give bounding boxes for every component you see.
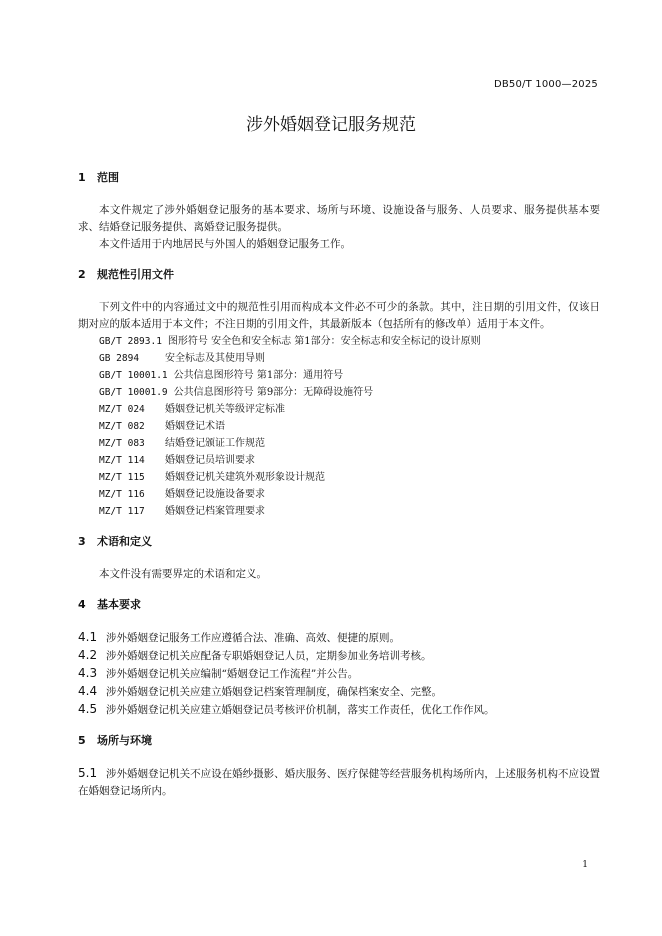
section-heading-basic-requirements (78, 597, 600, 613)
document-title: 涉外婚姻登记服务规范 (246, 115, 416, 135)
reference-item (78, 435, 600, 452)
reference-code: GB/T 10001.9 (99, 387, 168, 398)
clause (78, 683, 600, 701)
reference-code: GB/T 10001.1 (99, 370, 168, 381)
reference-list (78, 333, 600, 520)
clause-text: 涉外婚姻登记机关应建立婚姻登记档案管理制度，确保档案安全、完整。 (106, 686, 442, 698)
reference-code: MZ/T 083 (99, 438, 145, 449)
reference-title: 图形符号 安全色和安全标志 第1部分：安全标志和安全标记的设计原则 (167, 336, 481, 347)
paragraph: 本文件规定了涉外婚姻登记服务的基本要求、场所与环境、设施设备与服务、人员要求、服务提供基本要求、结婚登记服务提供、离婚登记服务提供。 (78, 204, 600, 233)
section-title: 基本要求 (97, 598, 141, 611)
reference-item (78, 401, 600, 418)
reference-item (78, 452, 600, 469)
clause-text: 涉外婚姻登记机关不应设在婚纱摄影、婚庆服务、医疗保健等经营服务机构场所内，上述服务机构不应设置在婚姻登记场所内。 (78, 768, 600, 797)
reference-title: 安全标志及其使用导则 (165, 353, 265, 364)
reference-code: MZ/T 024 (99, 404, 145, 415)
paragraph: 本文件没有需要界定的术语和定义。 (99, 568, 267, 580)
section-heading-terms (78, 534, 600, 550)
reference-item (78, 469, 600, 486)
clause-number: 4.5 (78, 702, 98, 716)
clause-text: 涉外婚姻登记机关应配备专职婚姻登记人员，定期参加业务培训考核。 (106, 650, 432, 662)
reference-item (78, 486, 600, 503)
clause-text: 涉外婚姻登记服务工作应遵循合法、准确、高效、便捷的原则。 (106, 632, 400, 644)
reference-code: MZ/T 115 (99, 472, 145, 483)
reference-code: GB/T 2893.1 (99, 336, 162, 347)
clause-number: 4.2 (78, 648, 98, 662)
document-number: DB50/T 1000—2025 (493, 79, 598, 90)
reference-title: 婚姻登记档案管理要求 (165, 506, 265, 517)
paragraph: 下列文件中的内容通过文中的规范性引用而构成本文件必不可少的条款。其中，注日期的引用文件，仅该日期对应的版本适用于本文件；不注日期的引用文件，其最新版本（包括所有的修改单）适用于本文件。 (78, 301, 600, 330)
clause-text: 涉外婚姻登记机关应建立婚姻登记员考核评价机制，落实工作责任，优化工作作风。 (106, 704, 495, 716)
clause-number: 4.4 (78, 684, 98, 698)
reference-title: 婚姻登记设施设备要求 (165, 489, 265, 500)
section-heading-venue-environment (78, 733, 600, 749)
reference-title: 公共信息图形符号 第9部分：无障碍设施符号 (173, 387, 374, 398)
section-number: 1 (78, 171, 86, 184)
clause (78, 701, 600, 719)
clause (78, 765, 600, 800)
reference-code: MZ/T 117 (99, 506, 145, 517)
reference-code: GB 2894 (99, 353, 140, 364)
clause-number: 5.1 (78, 766, 98, 780)
section-heading-scope (78, 170, 600, 186)
reference-title: 婚姻登记机关建筑外观形象设计规范 (165, 472, 325, 483)
reference-item (78, 384, 600, 401)
reference-code: MZ/T 116 (99, 489, 145, 500)
reference-title: 婚姻登记员培训要求 (165, 455, 255, 466)
reference-item (78, 333, 600, 350)
clause-text: 涉外婚姻登记机关应编制“婚姻登记工作流程”并公告。 (106, 668, 359, 680)
reference-item (78, 418, 600, 435)
reference-title: 婚姻登记术语 (165, 421, 225, 432)
section-number: 5 (78, 734, 86, 747)
section-number: 3 (78, 535, 86, 548)
reference-item (78, 367, 600, 384)
section-title: 范围 (97, 171, 119, 184)
reference-code: MZ/T 114 (99, 455, 145, 466)
reference-title: 公共信息图形符号 第1部分：通用符号 (173, 370, 344, 381)
reference-title: 婚姻登记机关等级评定标准 (165, 404, 285, 415)
clause (78, 665, 600, 683)
reference-item (78, 503, 600, 520)
section-title: 场所与环境 (97, 734, 152, 747)
section-heading-normative-references (78, 267, 600, 283)
section-number: 2 (78, 268, 86, 281)
reference-code: MZ/T 082 (99, 421, 145, 432)
reference-title: 结婚登记颁证工作规范 (165, 438, 265, 449)
section-title: 术语和定义 (97, 535, 152, 548)
clause-number: 4.1 (78, 630, 98, 644)
reference-item (78, 350, 600, 367)
clause-number: 4.3 (78, 666, 98, 680)
paragraph: 本文件适用于内地居民与外国人的婚姻登记服务工作。 (99, 238, 351, 250)
section-title: 规范性引用文件 (97, 268, 174, 281)
page-number: 1 (582, 860, 588, 870)
document-body (78, 170, 600, 800)
clause (78, 629, 600, 647)
clause (78, 647, 600, 665)
section-number: 4 (78, 598, 86, 611)
